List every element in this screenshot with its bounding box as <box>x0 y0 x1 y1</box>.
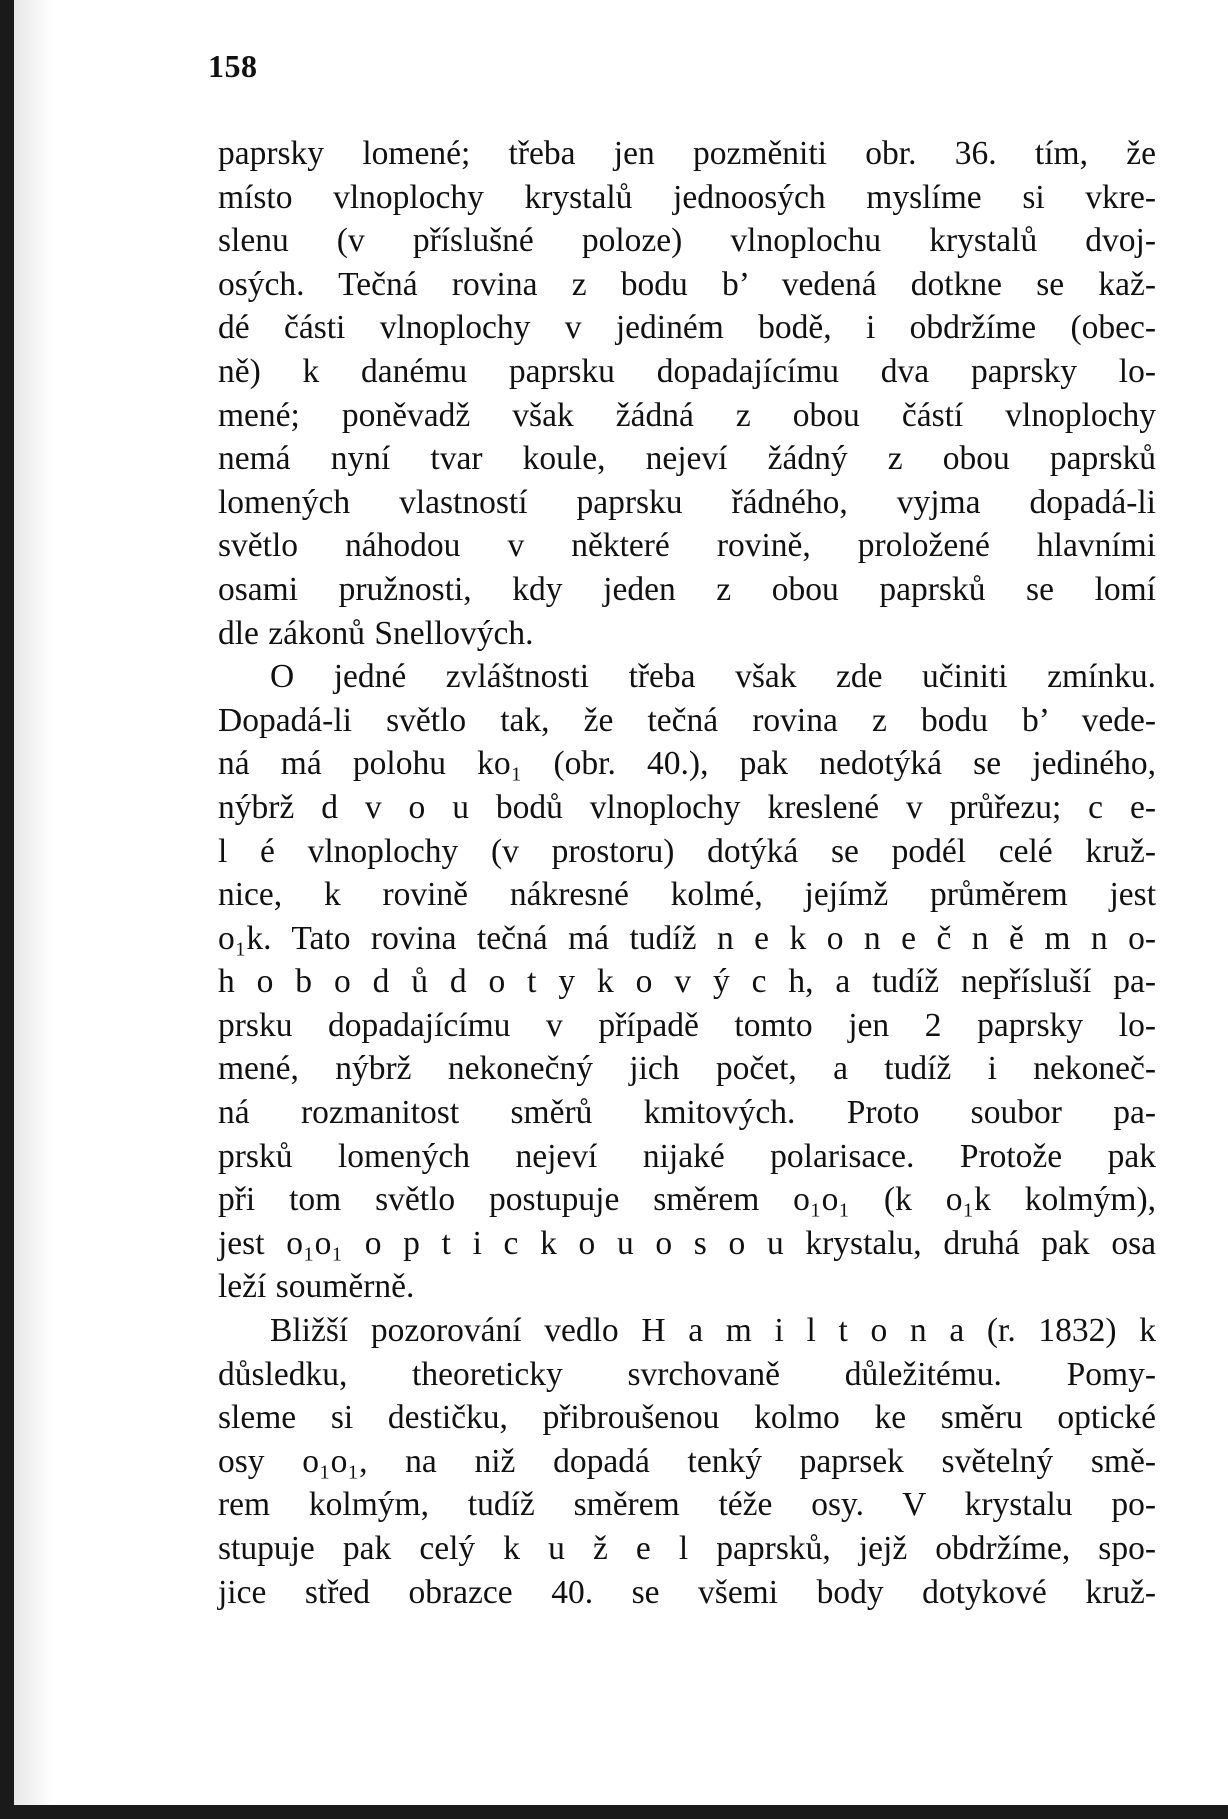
text-line: osy o₁o₁, na niž dopadá tenký paprsek světelný smě- <box>218 1442 1156 1480</box>
page-number: 158 <box>208 48 258 84</box>
text-line: ná rozmanitost směrů kmitových. Proto soubor pa- <box>218 1094 1156 1132</box>
text-line: ně) k danému paprsku dopadajícímu dva paprsky lo- <box>218 352 1156 390</box>
text-line: h o b o d ů d o t y k o v ý c h, a tudíž nepřísluší pa- <box>218 963 1156 1001</box>
text-line: Bližší pozorování vedlo H a m i l t o n a (r. 1832) k <box>270 1312 1156 1350</box>
text-line: jice střed obrazce 40. se všemi body dotykové kruž- <box>218 1573 1156 1611</box>
text-line: osami pružnosti, kdy jeden z obou paprsků se lomí <box>218 570 1156 608</box>
text-line: leží souměrně. <box>218 1268 415 1306</box>
paragraph-1 <box>218 132 1156 655</box>
text-line: rem kolmým, tudíž směrem téže osy. V krystalu po- <box>218 1486 1156 1524</box>
text-line: důsledku, theoreticky svrchovaně důležitému. Pomy- <box>218 1355 1156 1393</box>
text-line: jest o₁o₁ o p t i c k o u o s o u krystalu, druhá pak osa <box>218 1224 1156 1262</box>
text-line: při tom světlo postupuje směrem o₁o₁ (k o₁k kolmým), <box>218 1181 1156 1219</box>
text-line: paprsky lomené; třeba jen pozměniti obr. 36. tím, že <box>218 135 1156 172</box>
text-line: dle zákonů Snellových. <box>218 614 534 652</box>
text-line: nemá nyní tvar koule, nejeví žádný z obou paprsků <box>218 440 1156 478</box>
text-line: mené, nýbrž nekonečný jich počet, a tudíž i nekoneč- <box>218 1050 1156 1088</box>
text-line: Dopadá-li světlo tak, že tečná rovina z bodu b’ vede- <box>218 701 1156 739</box>
text-line: ná má polohu ko₁ (obr. 40.), pak nedotýká se jediného, <box>218 745 1156 783</box>
text-line: dé části vlnoplochy v jediném bodě, i obdržíme (obec- <box>218 309 1156 347</box>
text-line: nýbrž d v o u bodů vlnoplochy kreslené v průřezu; c e- <box>218 788 1156 826</box>
text-line: mené; poněvadž však žádná z obou částí vlnoplochy <box>218 396 1156 434</box>
paragraph-3 <box>218 1309 1156 1614</box>
text-line: o₁k. Tato rovina tečná má tudíž n e k o n e č n ě m n o- <box>218 919 1156 957</box>
text-line: místo vlnoplochy krystalů jednoosých myslíme si vkre- <box>218 178 1156 216</box>
text-line: sleme si destičku, přibroušenou kolmo ke směru optické <box>218 1399 1156 1437</box>
text-line: světlo náhodou v některé rovině, proložené hlavními <box>218 527 1156 565</box>
text-line: O jedné zvláštnosti třeba však zde učiniti zmínku. <box>270 658 1156 696</box>
text-line: osých. Tečná rovina z bodu b’ vedená dotkne se kaž- <box>218 265 1156 303</box>
paragraph-2 <box>218 655 1156 1309</box>
text-line: slenu (v příslušné poloze) vlnoplochu krystalů dvoj- <box>218 222 1156 260</box>
text-line: nice, k rovině nákresné kolmé, jejímž průměrem jest <box>218 876 1156 914</box>
page-text <box>218 132 1156 1614</box>
text-line: l é vlnoplochy (v prostoru) dotýká se podél celé kruž- <box>218 832 1156 870</box>
text-line: lomených vlastností paprsku řádného, vyjma dopadá-li <box>218 483 1156 521</box>
text-line: prsku dopadajícímu v případě tomto jen 2 paprsky lo- <box>218 1006 1156 1044</box>
text-line: stupuje pak celý k u ž e l paprsků, jejž obdržíme, spo- <box>218 1530 1156 1567</box>
text-line: prsků lomených nejeví nijaké polarisace. Protože pak <box>218 1137 1156 1175</box>
